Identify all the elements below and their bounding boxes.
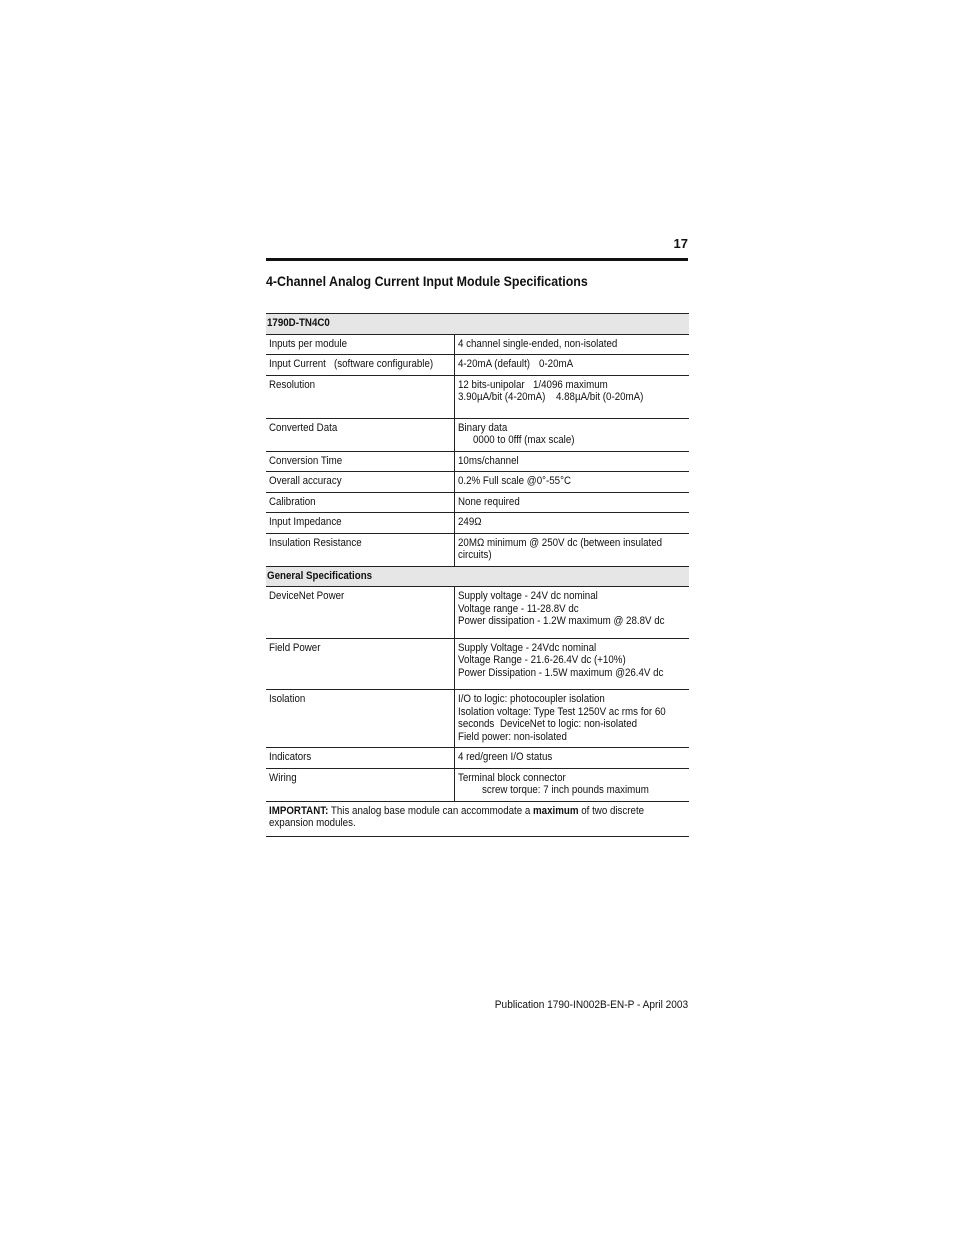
row-value: Terminal block connector screw torque: 7 inch pounds maximum (455, 768, 690, 801)
row-value: Supply Voltage - 24Vdc nominal Voltage Range - 21.6-26.4V dc (+10%) Power Dissipation - 1.5W maximum @26.4V dc (455, 638, 690, 690)
module-header-row (266, 314, 689, 335)
table-row (266, 638, 689, 690)
row-value: Supply voltage - 24V dc nominal Voltage range - 11-28.8V dc Power dissipation - 1.2W maximum @ 28.8V dc (455, 587, 690, 639)
table-row (266, 748, 689, 769)
table-row (266, 355, 689, 376)
module-header: 1790D-TN4C0 (266, 314, 689, 335)
row-label: Field Power (266, 638, 455, 690)
specifications-table (266, 313, 689, 837)
row-label: Overall accuracy (266, 472, 455, 493)
row-value: 4 red/green I/O status (455, 748, 690, 769)
row-value: None required (455, 492, 690, 513)
table-row (266, 334, 689, 355)
row-value: I/O to logic: photocoupler isolation Isolation voltage: Type Test 1250V ac rms for 60 seconds DeviceNet to logic: non-isolated Field power: non-isolated (455, 690, 690, 748)
table-row (266, 418, 689, 451)
table-row (266, 587, 689, 639)
row-label: DeviceNet Power (266, 587, 455, 639)
row-label: Inputs per module (266, 334, 455, 355)
row-value: 10ms/channel (455, 451, 690, 472)
table-row (266, 492, 689, 513)
section-title: 4-Channel Analog Current Input Module Specifications (266, 274, 588, 289)
important-note-row (266, 801, 689, 836)
row-value: Binary data 0000 to 0fff (max scale) (455, 418, 690, 451)
row-label: Resolution (266, 375, 455, 418)
row-label: Insulation Resistance (266, 533, 455, 566)
row-value: 12 bits-unipolar 1/4096 maximum 3.90µA/bit (4-20mA) 4.88µA/bit (0-20mA) (455, 375, 690, 418)
row-value: 20MΩ minimum @ 250V dc (between insulated circuits) (455, 533, 690, 566)
table-row (266, 513, 689, 534)
header-rule (266, 258, 688, 261)
publication-footer: Publication 1790-IN002B-EN-P - April 2003 (494, 999, 688, 1011)
important-label: IMPORTANT: (269, 804, 329, 817)
table-row (266, 768, 689, 801)
general-specifications-header: General Specifications (266, 566, 689, 587)
important-note: IMPORTANT: This analog base module can accommodate a maximum of two discrete expansion modules. (266, 801, 689, 836)
page-number: 17 (673, 236, 688, 251)
row-label: Input Current (software configurable) (266, 355, 455, 376)
row-value: 0.2% Full scale @0°-55°C (455, 472, 690, 493)
row-value: 4-20mA (default) 0-20mA (455, 355, 690, 376)
row-label: Converted Data (266, 418, 455, 451)
general-specifications-header-row (266, 566, 689, 587)
table-row (266, 533, 689, 566)
row-label: Calibration (266, 492, 455, 513)
table-row (266, 451, 689, 472)
row-label: Indicators (266, 748, 455, 769)
table-row (266, 375, 689, 418)
row-label: Conversion Time (266, 451, 455, 472)
row-value: 4 channel single-ended, non-isolated (455, 334, 690, 355)
row-label: Isolation (266, 690, 455, 748)
table-row (266, 472, 689, 493)
row-value: 249Ω (455, 513, 690, 534)
table-row (266, 690, 689, 748)
row-label: Input Impedance (266, 513, 455, 534)
row-label: Wiring (266, 768, 455, 801)
